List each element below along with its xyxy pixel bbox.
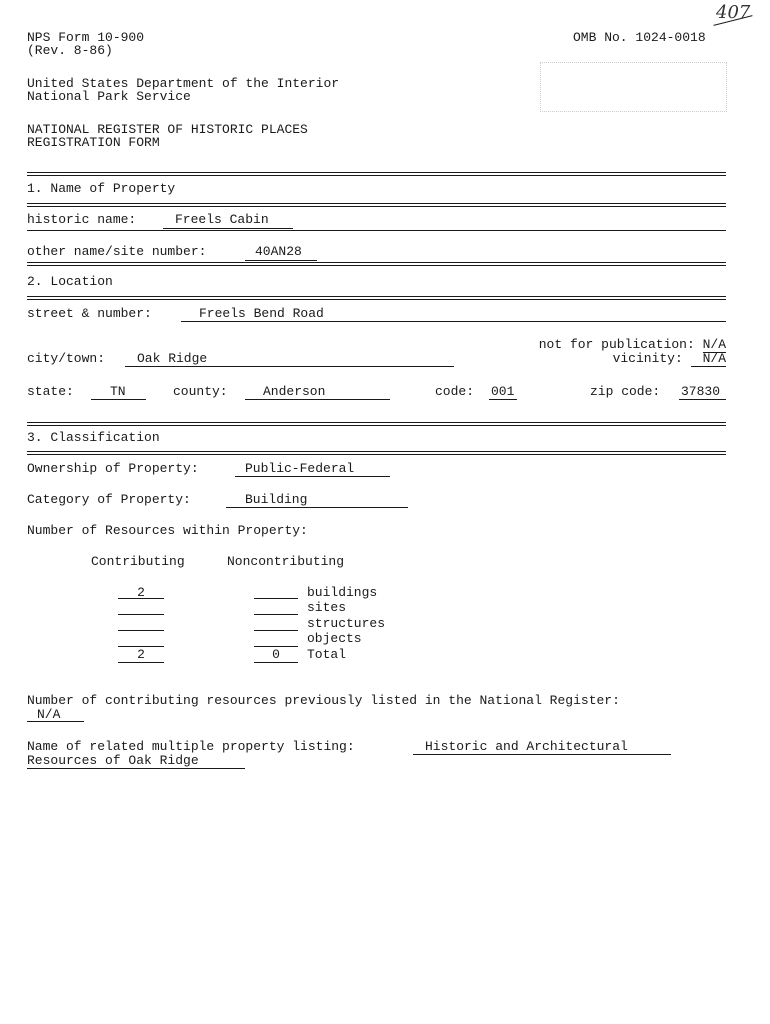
multiple-listing-underline: [413, 754, 671, 755]
state-value: TN: [110, 384, 126, 399]
noncontributing-underline: [254, 662, 298, 663]
section-1-heading: 1. Name of Property: [27, 181, 176, 196]
omb-number: OMB No. 1024-0018: [573, 30, 706, 45]
form-title: REGISTRATION FORM: [27, 135, 160, 150]
noncontributing-header: Noncontributing: [227, 554, 345, 569]
code-underline: [489, 399, 517, 400]
historic-name-value: Freels Cabin: [175, 212, 269, 227]
county-value: Anderson: [263, 384, 326, 399]
multiple-listing-value-line1: Historic and Architectural: [425, 739, 628, 754]
previously-listed-label: Number of contributing resources previously listed in the National Register:: [27, 693, 620, 708]
vicinity-row: [460, 352, 726, 367]
service-name: National Park Service: [27, 89, 191, 104]
resource-label-total: Total: [307, 647, 347, 662]
section-2-heading: 2. Location: [27, 274, 113, 289]
other-name-value: 40AN28: [255, 244, 302, 259]
section-divider: [27, 296, 726, 300]
contributing-buildings: 2: [137, 585, 145, 600]
previously-listed-underline: [27, 721, 84, 722]
ownership-label: Ownership of Property:: [27, 461, 199, 476]
noncontributing-underline: [254, 614, 298, 615]
section-divider: [27, 230, 726, 231]
multiple-listing-label: Name of related multiple property listing:: [27, 739, 355, 754]
city-label: city/town:: [27, 351, 106, 366]
not-for-publication-label: not for publication:: [538, 337, 695, 352]
section-divider: [27, 172, 726, 176]
handwritten-number: 407: [716, 2, 751, 23]
noncontributing-underline: [254, 598, 298, 599]
street-underline: [181, 321, 726, 322]
section-divider: [27, 203, 726, 207]
historic-name-underline: [163, 228, 293, 229]
noncontributing-total: 0: [272, 647, 280, 662]
register-title: NATIONAL REGISTER OF HISTORIC PLACES: [27, 122, 308, 137]
code-value: 001: [491, 384, 515, 399]
category-label: Category of Property:: [27, 492, 191, 507]
ownership-value: Public-Federal: [245, 461, 355, 476]
state-underline: [91, 399, 146, 400]
county-label: county:: [173, 384, 228, 399]
noncontributing-underline: [254, 630, 298, 631]
street-value: Freels Bend Road: [199, 306, 324, 321]
resource-label-sites: sites: [307, 600, 347, 615]
section-divider: [27, 451, 726, 455]
street-label: street & number:: [27, 306, 152, 321]
contributing-underline: [118, 598, 164, 599]
zip-label: zip code:: [590, 384, 661, 399]
ownership-underline: [235, 476, 390, 477]
resource-label-structures: structures: [307, 616, 386, 631]
category-underline: [226, 507, 408, 508]
contributing-underline: [118, 630, 164, 631]
city-underline: [125, 366, 454, 367]
multiple-listing-underline: [27, 768, 245, 769]
form-number: NPS Form 10-900: [27, 30, 145, 45]
not-for-publication-value: N/A: [702, 337, 726, 352]
contributing-underline: [118, 662, 164, 663]
contributing-underline: [118, 614, 164, 615]
department-name: United States Department of the Interior: [27, 76, 340, 91]
section-divider: [27, 262, 726, 266]
resource-label-objects: objects: [307, 631, 362, 646]
received-stamp: [540, 62, 727, 112]
resource-label-buildings: buildings: [307, 585, 378, 600]
contributing-total: 2: [137, 647, 145, 662]
section-divider: [27, 422, 726, 426]
code-label: code:: [435, 384, 475, 399]
vicinity-label: vicinity:: [612, 351, 683, 366]
category-value: Building: [245, 492, 308, 507]
state-label: state:: [27, 384, 74, 399]
previously-listed-value: N/A: [37, 707, 61, 722]
other-name-label: other name/site number:: [27, 244, 207, 259]
vicinity-value: N/A: [691, 353, 726, 367]
section-3-heading: 3. Classification: [27, 430, 160, 445]
zip-underline: [679, 399, 726, 400]
form-revision: (Rev. 8-86): [27, 43, 113, 58]
contributing-header: Contributing: [91, 554, 185, 569]
zip-value: 37830: [681, 384, 721, 399]
county-underline: [245, 399, 390, 400]
resources-label: Number of Resources within Property:: [27, 523, 308, 538]
multiple-listing-value-line2: Resources of Oak Ridge: [27, 753, 199, 768]
other-name-underline: [245, 260, 317, 261]
city-value: Oak Ridge: [137, 351, 208, 366]
historic-name-label: historic name:: [27, 212, 137, 227]
